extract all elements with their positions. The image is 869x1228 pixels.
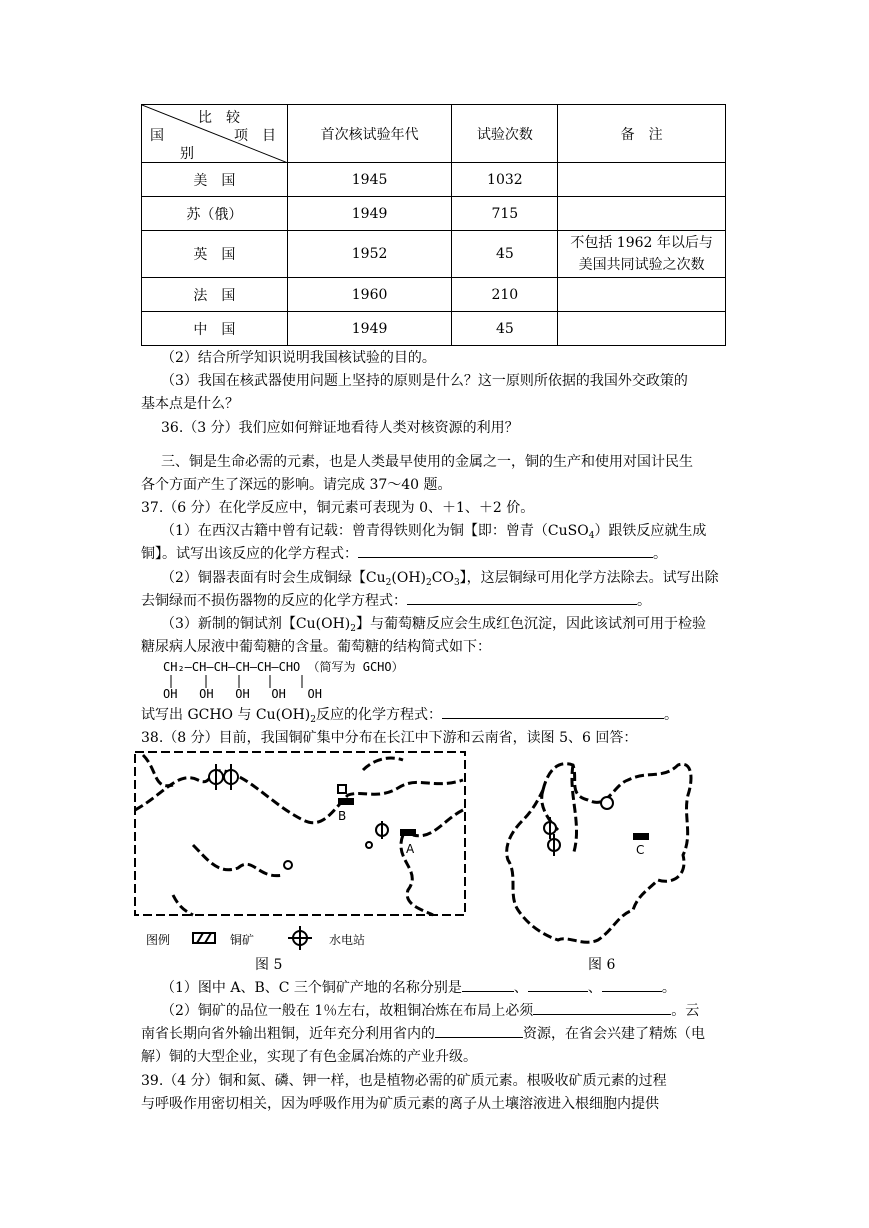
question-35-3-line1: （3）我国在核武器使用问题上坚持的原则是什么？这一原则所依据的我国外交政策的 — [161, 373, 688, 389]
glucose-formula-oh: OH OH OH OH OH — [163, 687, 322, 701]
note-line-1: 不包括 1962 年以后与 — [570, 235, 713, 251]
map-5 — [133, 750, 468, 980]
table-row — [142, 312, 726, 346]
q38-2-text2: 南省长期向省外输出粗铜，近年充分利用省内的 — [141, 1026, 435, 1042]
figure-5-caption: 图 5 — [255, 957, 283, 973]
question-37-3-line2: 糖尿病人尿液中葡萄糖的含量。葡萄糖的结构简式如下： — [141, 639, 491, 655]
q37-3-text-end: 】与葡萄糖反应会生成红色沉淀，因此该试剂可用于检验 — [355, 616, 706, 632]
header-country-2: 别 — [180, 146, 194, 162]
header-notes: 备 注 — [558, 105, 726, 163]
question-38: 38.（8 分）目前，我国铜矿集中分布在长江中下游和云南省，读图 5、6 回答： — [141, 730, 638, 746]
copper-mine-B-icon — [338, 798, 354, 805]
question-35-2: （2）结合所学知识说明我国核试验的目的。 — [161, 350, 436, 366]
question-38-2-line2 — [141, 1023, 705, 1045]
cell-count: 210 — [452, 278, 558, 312]
comma: 、 — [587, 980, 602, 996]
cell-year: 1952 — [287, 231, 452, 278]
q38-1-text: （1）图中 A、B、C 三个铜矿产地的名称分别是 — [161, 980, 462, 996]
table-row — [142, 231, 726, 278]
map-label-B: B — [338, 809, 347, 823]
question-35-3-line2: 基本点是什么？ — [141, 396, 239, 412]
cell-note — [558, 163, 726, 197]
cell-country: 中 国 — [142, 312, 288, 346]
copper-legend-icon — [193, 933, 215, 943]
answer-blank[interactable] — [435, 1023, 523, 1038]
answer-blank-C[interactable] — [602, 977, 662, 992]
question-38-2-line3: 解）铜的大型企业，实现了有色金属冶炼的产业升级。 — [141, 1049, 477, 1065]
header-compare: 比 较 — [198, 110, 240, 126]
q37-2-prompt: 去铜绿而不损伤器物的反应的化学方程式： — [141, 593, 407, 609]
answer-blank[interactable] — [407, 590, 637, 605]
formula-part: CO — [431, 570, 454, 586]
map-label-C: C — [636, 843, 645, 857]
nuclear-test-table — [141, 104, 726, 346]
cell-note — [558, 197, 726, 231]
note-line-2: 美国共同试验之次数 — [578, 257, 705, 273]
cell-year: 1945 — [287, 163, 452, 197]
hydro-station-icon — [209, 764, 238, 790]
map-6-drawing — [498, 755, 698, 950]
answer-blank[interactable] — [358, 543, 653, 558]
q38-2-text-end: 。云 — [671, 1003, 700, 1019]
period: 。 — [653, 546, 667, 562]
cell-count: 715 — [452, 197, 558, 231]
question-36: 36.（3 分）我们应如何辩证地看待人类对核资源的利用？ — [161, 420, 519, 436]
map-label-A: A — [406, 842, 415, 856]
question-39-line2: 与呼吸作用密切相关，因为呼吸作用为矿质元素的离子从土壤溶液进入根细胞内提供 — [141, 1096, 659, 1112]
map-6 — [498, 755, 698, 950]
cell-note — [558, 312, 726, 346]
period: 。 — [661, 980, 676, 996]
question-37: 37.（6 分）在化学反应中，铜元素可表现为 0、＋1、＋2 价。 — [141, 500, 535, 516]
copper-mine-C-icon — [633, 833, 649, 840]
table-row — [142, 278, 726, 312]
cell-count: 45 — [452, 312, 558, 346]
cell-year: 1949 — [287, 197, 452, 231]
q37-2-text: （2）铜器表面有时会生成铜绿【Cu — [161, 570, 386, 586]
answer-blank-B[interactable] — [528, 977, 588, 992]
legend-hydro: 水电站 — [329, 933, 366, 947]
cell-note — [558, 278, 726, 312]
glucose-formula-chain: CH₂—CH—CH—CH—CH—CHO （简写为 GCHO） — [163, 660, 404, 674]
figure-6-caption: 图 6 — [588, 957, 616, 973]
legend-copper: 铜矿 — [230, 933, 255, 947]
q37-1-prompt: 铜】。试写出该反应的化学方程式： — [141, 546, 358, 562]
subscript: 2 — [310, 715, 317, 725]
answer-blank[interactable] — [442, 704, 664, 719]
formula-part: (OH) — [391, 570, 426, 586]
subscript: 2 — [426, 578, 432, 588]
q37-3-text: （3）新制的铜试剂【Cu(OH) — [161, 616, 351, 632]
q37-2-text-end: 】，这层铜绿可用化学方法除去。试写出除 — [459, 570, 719, 586]
diagonal-header-cell — [142, 105, 288, 163]
map-5-drawing — [133, 750, 468, 980]
header-test-count: 试验次数 — [452, 105, 558, 163]
cell-year: 1949 — [287, 312, 452, 346]
table-row — [142, 163, 726, 197]
q37-1-text-end: ）跟铁反应就生成 — [594, 523, 707, 539]
subscript: 3 — [453, 578, 460, 588]
copper-mine-A-icon — [400, 829, 416, 836]
q37-1-text: （1）在西汉古籍中曾有记载：曾青得铁则化为铜【即：曾青（CuSO — [161, 523, 589, 539]
header-first-test-year: 首次核试验年代 — [287, 105, 452, 163]
period: 。 — [664, 707, 679, 723]
header-item: 项 目 — [234, 128, 276, 144]
question-38-2-line1 — [161, 1000, 699, 1022]
question-38-1 — [161, 977, 676, 999]
question-37-1-line2 — [141, 543, 667, 565]
table-row — [142, 197, 726, 231]
answer-blank-A[interactable] — [462, 977, 514, 992]
period: 。 — [637, 593, 651, 609]
cell-count: 45 — [452, 231, 558, 278]
subscript: 4 — [588, 531, 595, 541]
q38-2-text: （2）铜矿的品位一般在 1％左右，故粗铜冶炼在布局上必须 — [161, 1003, 534, 1019]
subscript: 2 — [350, 624, 356, 634]
table-header-row — [142, 105, 726, 163]
question-39-line1: 39.（4 分）铜和氮、磷、钾一样，也是植物必需的矿质元素。根吸收矿质元素的过程 — [141, 1073, 667, 1089]
cell-country: 苏（俄） — [142, 197, 288, 231]
answer-blank[interactable] — [533, 1000, 671, 1015]
comma: 、 — [513, 980, 528, 996]
section-3-intro-line1: 三、铜是生命必需的元素，也是人类最早使用的金属之一，铜的生产和使用对国计民生 — [161, 454, 693, 470]
cell-year: 1960 — [287, 278, 452, 312]
q38-2-text2-end: 资源，在省会兴建了精炼（电 — [523, 1026, 705, 1042]
cell-note — [558, 231, 726, 278]
q37-3-prompt: 试写出 GCHO 与 Cu(OH) — [141, 707, 311, 723]
question-37-2-line2 — [141, 590, 651, 612]
section-3-intro-line2: 各个方面产生了深远的影响。请完成 37～40 题。 — [141, 477, 452, 493]
subscript: 2 — [385, 578, 392, 588]
cell-country: 法 国 — [142, 278, 288, 312]
cell-count: 1032 — [452, 163, 558, 197]
legend-title: 图例 — [146, 933, 171, 947]
q37-3-prompt-end: 反应的化学方程式： — [316, 707, 443, 723]
cell-country: 英 国 — [142, 231, 288, 278]
cell-country: 美 国 — [142, 163, 288, 197]
header-country-1: 国 — [150, 128, 164, 144]
